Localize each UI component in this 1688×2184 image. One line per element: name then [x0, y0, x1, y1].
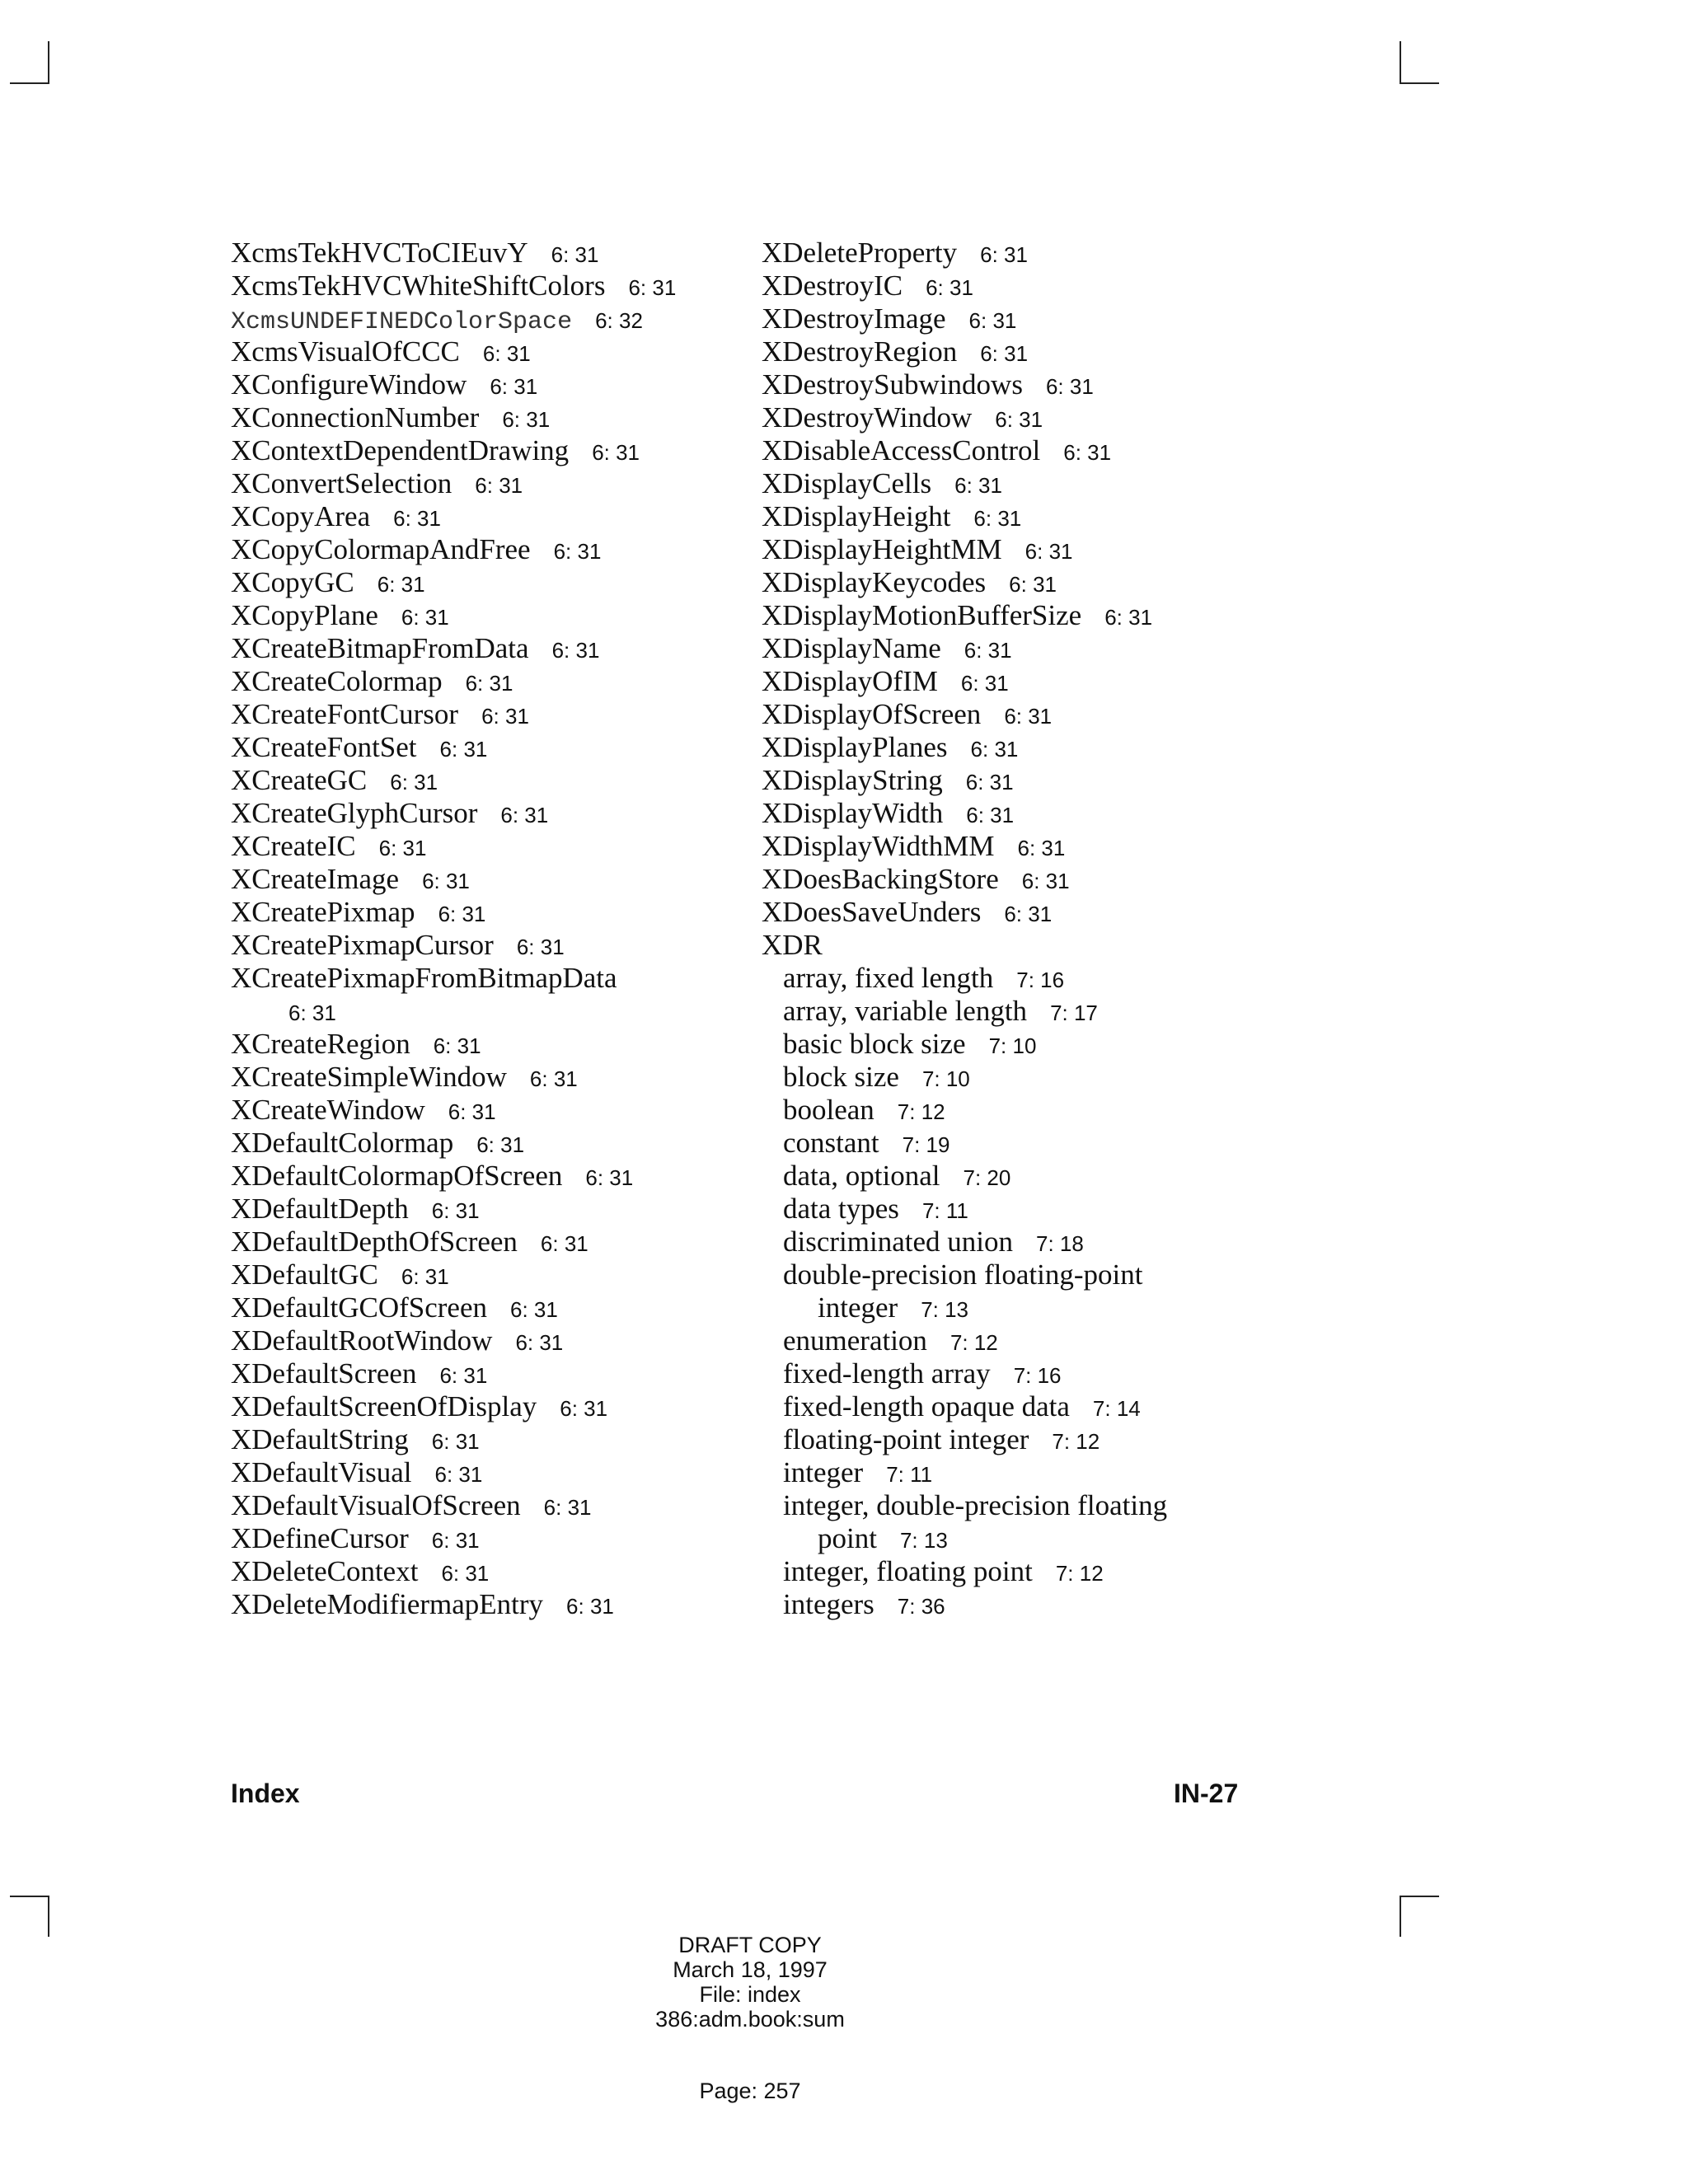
index-entry: XDisplayOfScreen 6: 31 [762, 698, 1053, 730]
index-entry: XCreateGlyphCursor 6: 31 [231, 797, 549, 829]
index-column-left [231, 237, 742, 1621]
index-entry: XDefineCursor 6: 31 [231, 1522, 480, 1554]
index-entry: XDisplayMotionBufferSize 6: 31 [762, 599, 1153, 631]
page-number: Page: 257 [699, 2079, 801, 2103]
index-entry: XCopyColormapAndFree 6: 31 [231, 533, 602, 565]
index-entry: XDefaultScreenOfDisplay 6: 31 [231, 1390, 608, 1422]
crop-mark-bottom-left [10, 1896, 49, 1897]
index-entry: XcmsTekHVCToCIEuvY 6: 31 [231, 237, 599, 269]
index-entry: XDefaultDepth 6: 31 [231, 1193, 480, 1225]
index-subentry: discriminated union 7: 18 [783, 1226, 1084, 1258]
index-entry: XCreatePixmapCursor 6: 31 [231, 929, 565, 961]
index-subentry: integer, floating point 7: 12 [783, 1555, 1104, 1587]
crop-mark-top-left [10, 82, 49, 84]
index-subentry: block size 7: 10 [783, 1061, 970, 1093]
index-subentry-continuation: integer 7: 13 [818, 1291, 969, 1324]
index-entry: XDestroyImage 6: 31 [762, 302, 1017, 335]
index-subentry: integer 7: 11 [783, 1456, 933, 1488]
index-column-right [762, 237, 1289, 1621]
index-entry: XDefaultRootWindow 6: 31 [231, 1324, 564, 1357]
crop-mark-top-right [1400, 82, 1439, 84]
index-subentry: double-precision floating-point [783, 1258, 1143, 1291]
index-entry: XCopyGC 6: 31 [231, 566, 425, 598]
index-entry-continuation: 6: 31 [288, 1001, 336, 1025]
index-entry: XDoesBackingStore 6: 31 [762, 863, 1070, 895]
crop-mark-top-right [1400, 41, 1401, 84]
index-subentry: boolean 7: 12 [783, 1094, 945, 1126]
index-entry: XCreateGC 6: 31 [231, 764, 438, 796]
index-entry: XDefaultScreen 6: 31 [231, 1357, 488, 1390]
index-entry: XcmsUNDEFINEDColorSpace 6: 32 [231, 308, 643, 336]
index-entry: XDeleteContext 6: 31 [231, 1555, 490, 1587]
crop-mark-bottom-right [1400, 1896, 1439, 1897]
index-entry: XConfigureWindow 6: 31 [231, 368, 538, 401]
index-entry: XDefaultVisual 6: 31 [231, 1456, 483, 1488]
index-subentry: constant 7: 19 [783, 1127, 950, 1159]
index-entry: XConnectionNumber 6: 31 [231, 401, 551, 434]
index-entry: XDisplayName 6: 31 [762, 632, 1012, 664]
index-subentry: data types 7: 11 [783, 1193, 968, 1225]
index-entry: XDefaultDepthOfScreen 6: 31 [231, 1226, 588, 1258]
index-entry: XDeleteProperty 6: 31 [762, 237, 1028, 269]
index-entry: XCopyArea 6: 31 [231, 500, 441, 532]
index-entry: XCreateSimpleWindow 6: 31 [231, 1061, 578, 1093]
index-entry: XDisplayPlanes 6: 31 [762, 731, 1019, 763]
draft-copy-title: DRAFT COPY [678, 1933, 822, 1957]
index-subentry: integers 7: 36 [783, 1588, 945, 1620]
index-entry: XDisplayHeight 6: 31 [762, 500, 1022, 532]
index-entry: XContextDependentDrawing 6: 31 [231, 434, 640, 466]
index-entry: XCreateIC 6: 31 [231, 830, 427, 862]
index-entry: XDisableAccessControl 6: 31 [762, 434, 1112, 466]
index-entry: XCreateImage 6: 31 [231, 863, 470, 895]
index-entry: XDisplayWidth 6: 31 [762, 797, 1015, 829]
index-entry: XDefaultColormap 6: 31 [231, 1127, 525, 1159]
index-subentry: array, fixed length 7: 16 [783, 962, 1065, 994]
index-entry: XConvertSelection 6: 31 [231, 467, 523, 499]
index-subentry: floating-point integer 7: 12 [783, 1423, 1100, 1455]
index-entry: XDisplayKeycodes 6: 31 [762, 566, 1057, 598]
index-entry: XDefaultString 6: 31 [231, 1423, 480, 1455]
index-heading-xdr: XDR [762, 929, 823, 961]
index-entry: XDisplayWidthMM 6: 31 [762, 830, 1066, 862]
index-entry: XDefaultVisualOfScreen 6: 31 [231, 1489, 592, 1521]
index-entry: XCreateColormap 6: 31 [231, 665, 513, 697]
index-subentry-continuation: point 7: 13 [818, 1522, 948, 1554]
index-entry: XCreatePixmap 6: 31 [231, 896, 486, 928]
index-entry: XDeleteModifiermapEntry 6: 31 [231, 1588, 614, 1620]
index-entry: XDisplayString 6: 31 [762, 764, 1014, 796]
index-entry: XCreateWindow 6: 31 [231, 1094, 496, 1126]
index-entry: XDisplayCells 6: 31 [762, 467, 1002, 499]
index-subentry: fixed-length array 7: 16 [783, 1357, 1062, 1390]
index-entry: XCreateBitmapFromData 6: 31 [231, 632, 600, 664]
index-entry: XDefaultGCOfScreen 6: 31 [231, 1291, 558, 1324]
draft-copy-file: File: index [699, 1982, 801, 2007]
index-entry: XDisplayHeightMM 6: 31 [762, 533, 1073, 565]
index-subentry: enumeration 7: 12 [783, 1324, 998, 1357]
index-subentry: data, optional 7: 20 [783, 1160, 1011, 1192]
footer-section-title: Index [231, 1779, 300, 1808]
crop-mark-bottom-right [1400, 1896, 1401, 1937]
index-entry: XCreateFontCursor 6: 31 [231, 698, 529, 730]
index-subentry: integer, double-precision floating [783, 1489, 1168, 1521]
index-entry: XcmsTekHVCWhiteShiftColors 6: 31 [231, 269, 677, 302]
index-subentry: array, variable length 7: 17 [783, 995, 1098, 1027]
index-entry: XDefaultColormapOfScreen 6: 31 [231, 1160, 634, 1192]
index-entry: XDestroySubwindows 6: 31 [762, 368, 1094, 401]
index-subentry: fixed-length opaque data 7: 14 [783, 1390, 1141, 1422]
index-entry: XCopyPlane 6: 31 [231, 599, 449, 631]
index-entry: XDestroyWindow 6: 31 [762, 401, 1043, 434]
footer-page-label: IN-27 [1174, 1779, 1239, 1808]
index-subentry: basic block size 7: 10 [783, 1028, 1037, 1060]
crop-mark-bottom-left [48, 1896, 49, 1937]
index-entry: XCreateFontSet 6: 31 [231, 731, 488, 763]
index-entry: XDisplayOfIM 6: 31 [762, 665, 1009, 697]
index-entry: XcmsVisualOfCCC 6: 31 [231, 335, 531, 368]
draft-copy-date: March 18, 1997 [673, 1957, 828, 1982]
index-entry: XDestroyIC 6: 31 [762, 269, 973, 302]
index-entry: XDefaultGC 6: 31 [231, 1258, 449, 1291]
draft-copy-book: 386:adm.book:sum [655, 2007, 845, 2032]
index-entry: XCreatePixmapFromBitmapData [231, 962, 617, 994]
index-entry: XCreateRegion 6: 31 [231, 1028, 481, 1060]
index-entry: XDestroyRegion 6: 31 [762, 335, 1029, 368]
draft-copy-block [577, 1933, 923, 2032]
index-entry: XDoesSaveUnders 6: 31 [762, 896, 1053, 928]
crop-mark-top-left [48, 41, 49, 84]
